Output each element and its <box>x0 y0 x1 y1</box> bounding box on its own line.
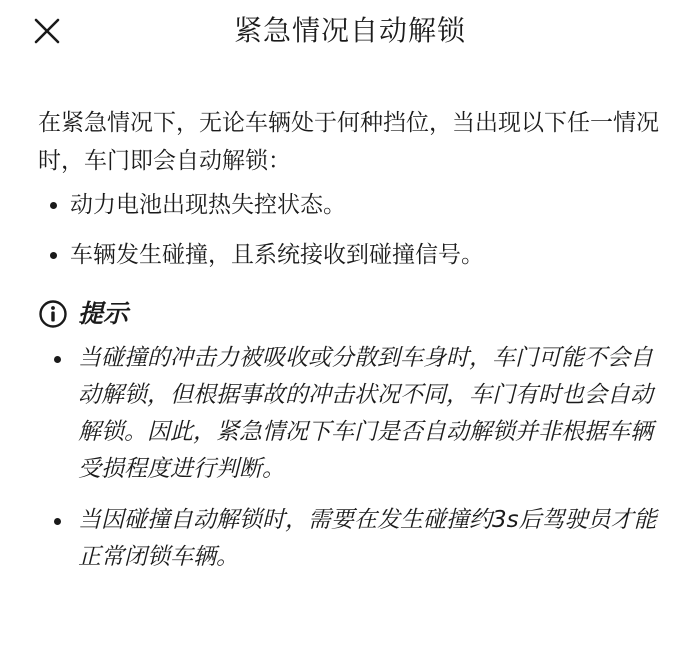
tip-list <box>38 340 668 576</box>
main-content <box>38 104 668 590</box>
header-bar <box>0 0 700 64</box>
tip-item-impact: 当碰撞的冲击力被吸收或分散到车身时，车门可能不会自动解锁，但根据事故的冲击状况不同，车门有时也会自动解锁。因此，紧急情况下车门是否自动解锁并非根据车辆受损程度进行判断。 <box>38 340 658 488</box>
condition-item-collision: 车辆发生碰撞，且系统接收到碰撞信号。 <box>38 236 668 274</box>
condition-list <box>38 186 668 274</box>
tip-item-relock: 当因碰撞自动解锁时，需要在发生碰撞约3s后驾驶员才能正常闭锁车辆。 <box>38 502 658 576</box>
condition-item-thermal: 动力电池出现热失控状态。 <box>38 186 668 224</box>
info-icon <box>38 299 68 329</box>
tip-title: 提示 <box>78 299 129 328</box>
tip-header <box>38 294 668 334</box>
page-title: 紧急情况自动解锁 <box>233 14 466 47</box>
intro-text: 在紧急情况下，无论车辆处于何种挡位，当出现以下任一情况时，车门即会自动解锁： <box>38 110 659 174</box>
